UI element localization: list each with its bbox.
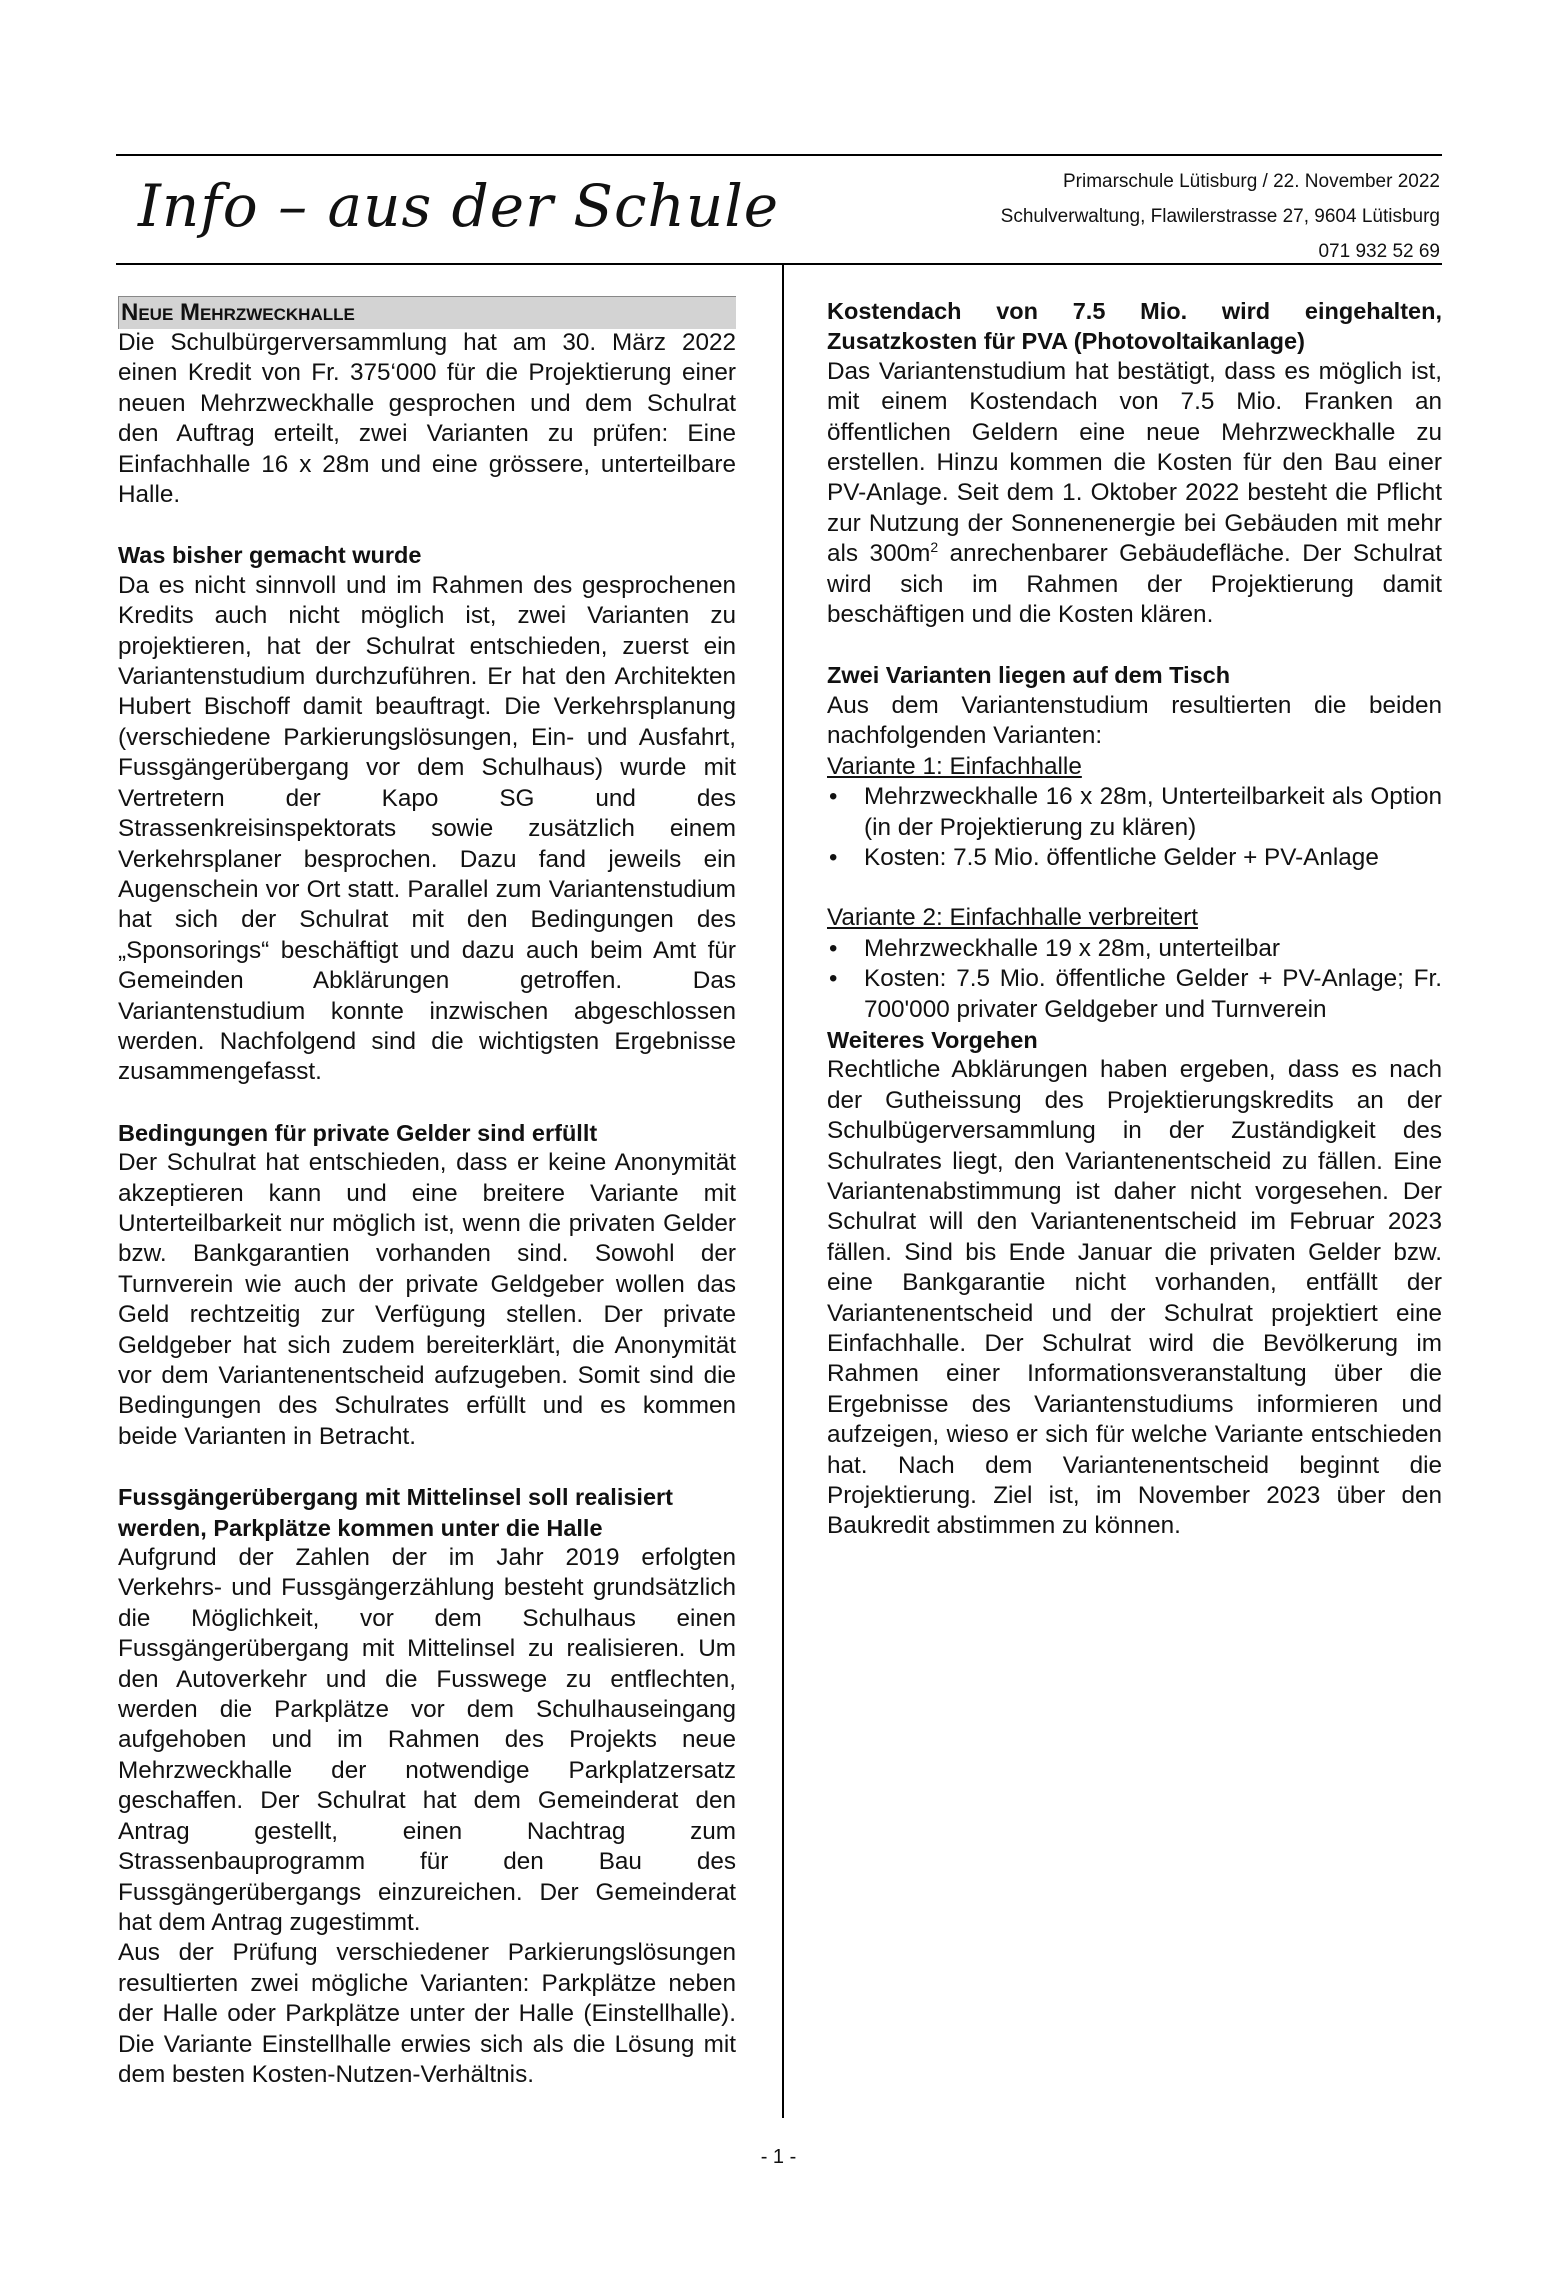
paragraph-kosten-b: anrechenbarer Gebäudefläche. Der Schulrat wird sich im Rahmen der Projektierung damit beschäftigen und die Kosten klären. — [827, 540, 1442, 629]
page-number: - 1 - — [760, 2146, 797, 2168]
right-column — [827, 296, 1442, 1542]
list-item: • Mehrzweckhalle 19 x 28m, unterteilbar — [827, 934, 1442, 964]
paragraph-kosten — [827, 357, 1442, 631]
paragraph-kosten-a: Das Variantenstudium hat bestätigt, dass es möglich ist, mit einem Kostendach von 7.5 Mio. Franken an öffentlichen Geldern eine neue Mehrzweckhalle zu erstellen. Hinzu kommen die Kosten für den Bau einer PV-Anlage. Seit dem 1. Oktober 2022 besteht die Pflicht zur Nutzung der Sonnenenergie bei Gebäuden mit mehr als 300m — [827, 357, 1442, 568]
column-divider — [782, 265, 784, 2118]
paragraph-fussgaenger-2: Aus der Prüfung verschiedener Parkierungslösungen resultierten zwei mögliche Varianten: Parkplätze neben der Halle oder Parkplätze unter der Halle (Einstellhalle). Die Variante Einstellhalle erwies sich als die Lösung mit dem besten Kosten-Nutzen-Verhältnis. — [118, 1939, 736, 2088]
header-school-date: Primarschule Lütisburg / 22. November 2022 — [1062, 171, 1440, 192]
variant-1-title: Variante 1: Einfachhalle — [827, 752, 1082, 780]
header-bottom-rule — [116, 263, 1442, 265]
heading-varianten: Zwei Varianten liegen auf dem Tisch — [827, 662, 1231, 689]
intro-paragraph: Die Schulbürgerversammlung hat am 30. März 2022 einen Kredit von Fr. 375‘000 für die Projektierung einer neuen Mehrzweckhalle gesprochen und dem Schulrat den Auftrag erteilt, zwei Varianten zu prüfen: Eine Einfachhalle 16 x 28m und eine grössere, unterteilbare Halle. — [118, 329, 736, 509]
list-item: • Kosten: 7.5 Mio. öffentliche Gelder + PV-Anlage — [827, 843, 1442, 873]
heading-bisher: Was bisher gemacht wurde — [118, 542, 422, 569]
paragraph-bisher: Da es nicht sinnvoll und im Rahmen des gesprochenen Kredits auch nicht möglich ist, zwei Varianten zu projektieren, hat der Schulrat entschieden, zuerst ein Variantenstudium durchzuführen. Er hat den Architekten Hubert Bischoff damit beauftragt. Die Verkehrsplanung (verschiedene Parkierungslösungen, Ein- und Ausfahrt, Fussgängerübergang vor dem Schulhaus) wurde mit Vertretern der Kapo SG und des Strassenkreisinspektorats sowie zusätzlich einem Verkehrsplaner besprochen. Dazu fand jeweils ein Augenschein vor Ort statt. Parallel zum Variantenstudium hat sich der Schulrat mit den Bedingungen des „Sponsorings“ beschäftigt und dazu auch beim Amt für Gemeinden Abklärungen getroffen. Das Variantenstudium konnte inzwischen abgeschlossen werden. Nachfolgend sind die wichtigsten Ergebnisse zusammengefasst. — [118, 571, 736, 1086]
header-top-rule — [116, 154, 1442, 156]
header-address: Schulverwaltung, Flawilerstrasse 27, 9604 Lütisburg — [1000, 206, 1440, 227]
header-phone: 071 932 52 69 — [1318, 241, 1440, 262]
heading-fussgaenger: Fussgängerübergang mit Mittelinsel soll realisiert werden, Parkplätze kommen unter die Halle — [118, 1484, 673, 1541]
masthead-title: Info – aus der Schule — [138, 172, 780, 240]
variant-2-title: Variante 2: Einfachhalle verbreitert — [827, 904, 1198, 932]
list-item: • Kosten: 7.5 Mio. öffentliche Gelder + PV-Anlage; Fr. 700'000 privater Geldgeber und Turnverein — [827, 964, 1442, 1025]
paragraph-fussgaenger-1: Aufgrund der Zahlen der im Jahr 2019 erfolgten Verkehrs- und Fussgängerzählung besteht grundsätzlich die Möglichkeit, vor dem Schulhaus einen Fussgängerübergang mit Mittelinsel zu realisieren. Um den Autoverkehr und die Fusswege zu entflechten, werden die Parkplätze vor dem Schulhauseingang aufgehoben und im Rahmen des Projekts neue Mehrzweckhalle der notwendige Parkplatzersatz geschaffen. Der Schulrat hat dem Gemeinderat den Antrag gestellt, einen Nachtrag zum Strassenbauprogramm für den Bau des Fussgängerübergangs einzureichen. Der Gemeinderat hat dem Antrag zugestimmt. — [118, 1544, 736, 1936]
heading-weiteres: Weiteres Vorgehen — [827, 1026, 1038, 1053]
variant-2-list — [827, 934, 1442, 1025]
superscript-two: 2 — [930, 539, 939, 556]
paragraph-weiteres: Rechtliche Abklärungen haben ergeben, dass es nach der Gutheissung des Projektierungskredits an der Schulbügerversammlung in der Zuständigkeit des Schulrates liegt, den Variantenentscheid zu fällen. Eine Variantenabstimmung ist daher nicht vorgesehen. Der Schulrat will den Variantenentscheid im Februar 2023 fällen. Sind bis Ende Januar die privaten Gelder bzw. eine Bankgarantie nicht vorhanden, entfällt der Variantenentscheid und der Schulrat projektiert eine Einfachhalle. Der Schulrat wird die Bevölkerung im Rahmen einer Informationsveranstaltung über die Ergebnisse des Variantenstudiums informieren und aufzeigen, wieso er sich für welche Variante entschieden hat. Nach dem Variantenentscheid beginnt die Projektierung. Ziel ist, im November 2023 über den Baukredit abstimmen zu können. — [827, 1056, 1442, 1540]
heading-kosten: Kostendach von 7.5 Mio. wird eingehalten, Zusatzkosten für PVA (Photovoltaikanlage) — [827, 298, 1442, 355]
header-meta — [1001, 164, 1440, 269]
heading-bedingungen: Bedingungen für private Gelder sind erfüllt — [118, 1119, 598, 1146]
left-column — [118, 296, 736, 2090]
section-title: Neue Mehrzweckhalle — [118, 296, 736, 329]
list-item: • Mehrzweckhalle 16 x 28m, Unterteilbarkeit als Option (in der Projektierung zu klären) — [827, 782, 1442, 843]
paragraph-bedingungen: Der Schulrat hat entschieden, dass er keine Anonymität akzeptieren kann und eine breitere Variante mit Unterteilbarkeit nur möglich ist, wenn die privaten Gelder bzw. Bankgarantien vorhanden sind. Sowohl der Turnverein wie auch der private Geldgeber wollen das Geld rechtzeitig zur Verfügung stellen. Der private Geldgeber hat sich zudem bereiterklärt, die Anonymität vor dem Variantenentscheid aufzugeben. Somit sind die Bedingungen des Schulrates erfüllt und es kommen beide Varianten in Betracht. — [118, 1149, 736, 1450]
variant-1-list — [827, 782, 1442, 873]
paragraph-varianten: Aus dem Variantenstudium resultierten die beiden nachfolgenden Varianten: — [827, 691, 1442, 750]
